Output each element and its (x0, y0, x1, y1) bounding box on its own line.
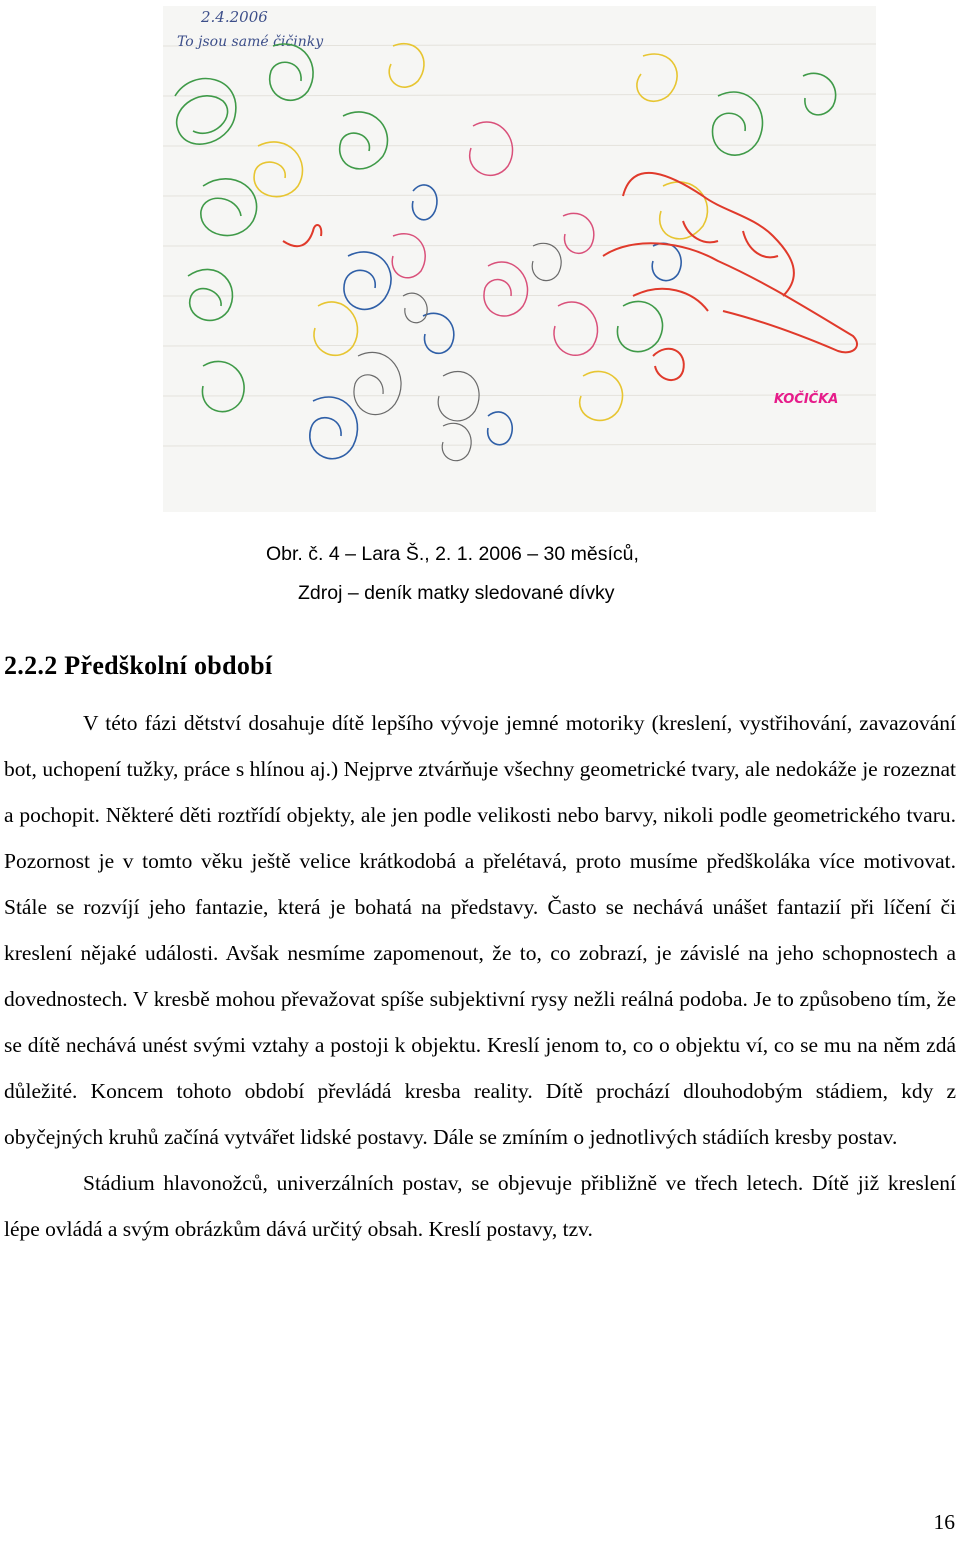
paragraph: Stádium hlavonožců, univerzálních postav, se objevuje přibližně ve třech letech. Dítě již kreslení lépe ovládá a svým obrázkům dává určitý obsah. Kreslí postavy, tzv. (4, 1171, 956, 1241)
drawing-label: KOČIČKA (774, 392, 839, 407)
figure-caption-line1: Obr. č. 4 – Lara Š., 2. 1. 2006 – 30 měsíců, (266, 543, 639, 565)
figure-caption-line2: Zdroj – deník matky sledované dívky (298, 582, 615, 604)
section-heading: 2.2.2 Předškolní období (4, 651, 273, 680)
page-number: 16 (933, 1510, 955, 1534)
paragraph: V této fázi dětství dosahuje dítě lepšího vývoje jemné motoriky (kreslení, vystřihování, zavazování bot, uchopení tužky, práce s hlínou aj.) Nejprve ztvárňuje všechny geometrické tvary, ale nedokáže je rozeznat a pochopit. Některé děti roztřídí objekty, ale jen podle velikosti nebo barvy, nikoli podle geometrického tvaru. Pozornost je v tomto věku ještě velice krátkodobá a přelétavá, proto musíme předškoláka více motivovat. Stále se rozvíjí jeho fantazie, která je bohatá na představy. Často se nechává unášet fantazií při líčení či kreslení nějaké události. Avšak nesmíme zapomenout, že to, co zobrazí, je závislé na jeho schopnostech a dovednostech. V kresbě mohou převažovat spíše subjektivní rysy nežli reálná podoba. Je to způsobeno tím, že se dítě nechává unést svými vztahy a postoji k objektu. Kreslí jenom to, co o objektu ví, co se mu na něm zdá důležité. Koncem tohoto období převládá kresba reality. Dítě prochází dlouhodobým stádiem, kdy z obyčejných kruhů začíná vytvářet lidské postavy. Dále se zmíním o jednotlivých stádiích kresby postav. (4, 711, 956, 1149)
child-drawing-figure (163, 6, 876, 512)
scribble-drawing (163, 6, 876, 512)
handwritten-date: 2.4.2006 (201, 8, 268, 26)
handwritten-note: To jsou samé čičinky (177, 34, 324, 50)
section-body (4, 700, 956, 1252)
